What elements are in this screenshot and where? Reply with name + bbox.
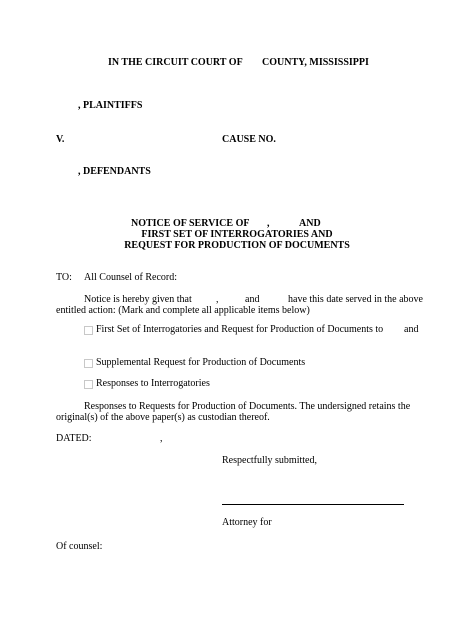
notice-text-b: , <box>216 294 219 305</box>
item-suffix-first-set: and <box>404 324 419 335</box>
item-checkbox-supplemental[interactable] <box>84 359 93 368</box>
respectfully-submitted: Respectfully submitted, <box>222 455 317 466</box>
title-line3: REQUEST FOR PRODUCTION OF DOCUMENTS <box>124 240 350 251</box>
to-label: TO: <box>56 272 72 283</box>
to-value: All Counsel of Record: <box>84 272 178 283</box>
item-label-supplemental: Supplemental Request for Production of Documents <box>96 357 306 368</box>
notice-text-line2: entitled action: (Mark and complete all applicable items below) <box>56 305 310 316</box>
court-name-prefix: IN THE CIRCUIT COURT OF <box>108 57 243 68</box>
of-counsel-label: Of counsel: <box>56 541 103 552</box>
versus-label: V. <box>56 134 65 145</box>
notice-text-c: and <box>245 294 260 305</box>
court-name-suffix: COUNTY, MISSISSIPPI <box>262 57 369 68</box>
title-line1-b: , <box>267 218 270 229</box>
notice-text-a: Notice is hereby given that <box>84 294 192 305</box>
item-checkbox-responses[interactable] <box>84 380 93 389</box>
responses-text-line1: Responses to Requests for Production of Documents. The undersigned retains the <box>84 401 411 412</box>
item-label-first-set: First Set of Interrogatories and Request for Production of Documents to <box>96 324 384 335</box>
signature-line <box>222 504 404 505</box>
plaintiffs-label: , PLAINTIFFS <box>78 100 143 111</box>
item-label-responses: Responses to Interrogatories <box>96 378 210 389</box>
dated-comma: , <box>160 433 163 444</box>
attorney-for-label: Attorney for <box>222 517 272 528</box>
title-line1-a: NOTICE OF SERVICE OF <box>131 218 250 229</box>
cause-number-label: CAUSE NO. <box>222 134 276 145</box>
item-checkbox-first-set[interactable] <box>84 326 93 335</box>
defendants-label: , DEFENDANTS <box>78 166 151 177</box>
dated-label: DATED: <box>56 433 92 444</box>
title-line2: FIRST SET OF INTERROGATORIES AND <box>141 229 333 240</box>
responses-text-line2: original(s) of the above paper(s) as custodian thereof. <box>56 412 270 423</box>
notice-text-d: have this date served in the above <box>288 294 423 305</box>
title-line1-c: AND <box>299 218 321 229</box>
